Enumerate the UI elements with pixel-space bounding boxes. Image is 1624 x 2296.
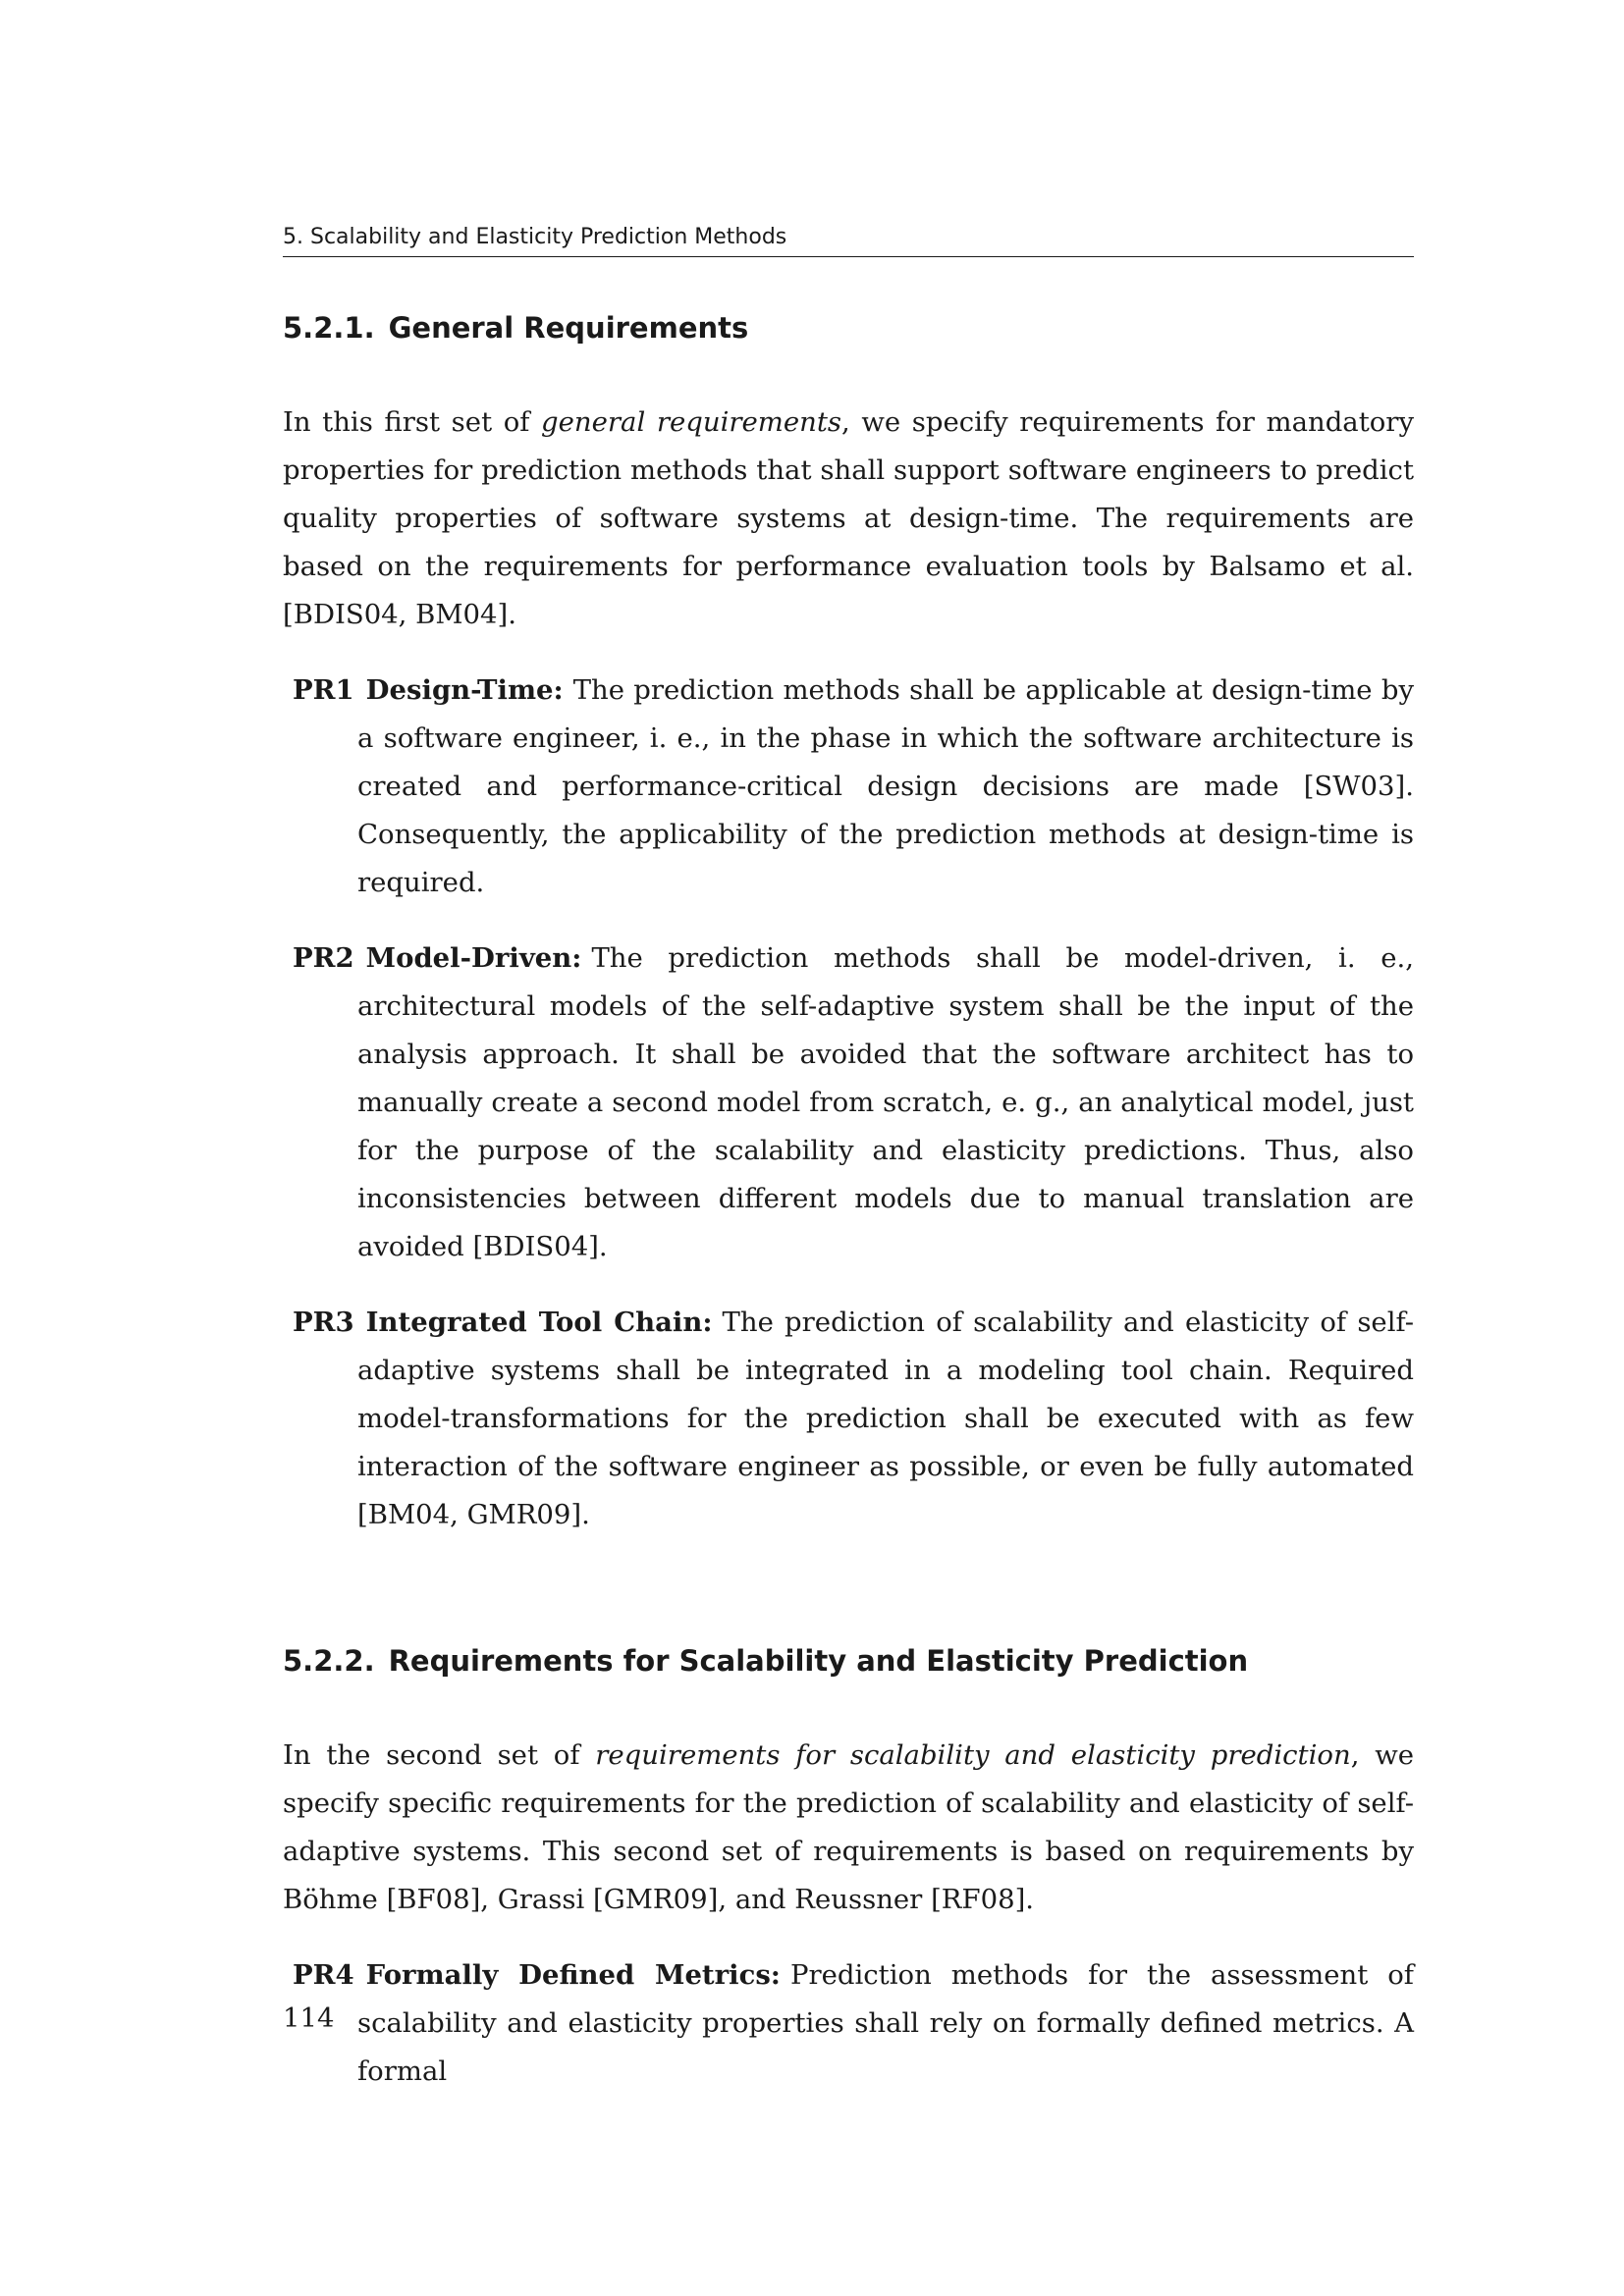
section-heading-5-2-2 xyxy=(283,1641,1414,1681)
requirement-pr1 xyxy=(283,667,1414,907)
requirement-title: Formally Defined Metrics: xyxy=(365,1959,781,1991)
running-head: 5. Scalability and Elasticity Prediction Methods xyxy=(283,225,787,249)
requirement-id: PR4 xyxy=(293,1959,354,1991)
intro-text-before: In this first set of xyxy=(283,406,542,438)
requirement-pr2 xyxy=(283,934,1414,1271)
section-number: 5.2.1. xyxy=(283,311,375,345)
requirement-title: Design-Time: xyxy=(365,674,564,706)
intro-text-before: In the second set of xyxy=(283,1739,596,1771)
requirement-heading xyxy=(293,1307,723,1338)
requirement-pr3 xyxy=(283,1299,1414,1539)
section-number: 5.2.2. xyxy=(283,1644,375,1678)
section-title: Requirements for Scalability and Elasticity Prediction xyxy=(388,1644,1249,1678)
requirement-heading xyxy=(293,942,591,974)
page-number: 114 xyxy=(283,2002,335,2034)
section-title: General Requirements xyxy=(388,311,749,345)
page xyxy=(283,0,1414,2296)
requirement-pr4 xyxy=(283,1951,1414,2096)
requirement-heading xyxy=(293,674,573,706)
intro-emphasis: requirements for scalability and elasticity prediction xyxy=(595,1739,1351,1771)
section-heading-5-2-1 xyxy=(283,308,1414,347)
requirement-text: The prediction of scalability and elasticity of self-adaptive systems shall be integrated in a modeling tool chain. Required model-transformations for the prediction shall be executed with as few interaction of the software engineer as possible, or even be fully automated [BM04, GMR09]. xyxy=(357,1307,1414,1530)
intro-emphasis: general requirements xyxy=(541,406,842,438)
section-intro-paragraph xyxy=(283,1732,1414,1924)
content xyxy=(283,304,1414,2096)
requirement-text: The prediction methods shall be applicable at design-time by a software engineer, i. e., in the phase in which the software architecture is created and performance-critical design decisions are made [SW03]. Consequently, the applicability of the prediction methods at design-time is required. xyxy=(357,674,1414,898)
requirement-id: PR3 xyxy=(293,1307,354,1338)
header-rule xyxy=(283,256,1414,257)
intro-text-after: , we specify specific requirements for the prediction of scalability and elasticity of self-adaptive systems. This second set of requirements is based on requirements by Böhme [BF08], Grassi [GMR09], and Reussner [RF08]. xyxy=(283,1739,1415,1915)
requirement-title: Model-Driven: xyxy=(365,942,582,974)
requirement-heading xyxy=(293,1959,790,1991)
requirement-id: PR2 xyxy=(293,942,354,974)
requirement-text: The prediction methods shall be model-driven, i. e., architectural models of the self-adaptive system shall be the input of the analysis approach. It shall be avoided that the software architect has to manually create a second model from scratch, e. g., an analytical model, just for the purpose of the scalability and elasticity predictions. Thus, also inconsistencies between different models due to manual translation are avoided [BDIS04]. xyxy=(357,942,1414,1262)
requirement-id: PR1 xyxy=(293,674,354,706)
intro-text-after: , we specify requirements for mandatory properties for prediction methods that shall support software engineers to predict quality properties of software systems at design-time. The requirements are based on the requirements for performance evaluation tools by Balsamo et al. [BDIS04, BM04]. xyxy=(283,406,1414,630)
requirement-title: Integrated Tool Chain: xyxy=(365,1307,713,1338)
requirement-text: Prediction methods for the assessment of scalability and elasticity properties shall rely on formally defined metrics. A formal xyxy=(357,1959,1414,2087)
section-intro-paragraph xyxy=(283,399,1414,639)
